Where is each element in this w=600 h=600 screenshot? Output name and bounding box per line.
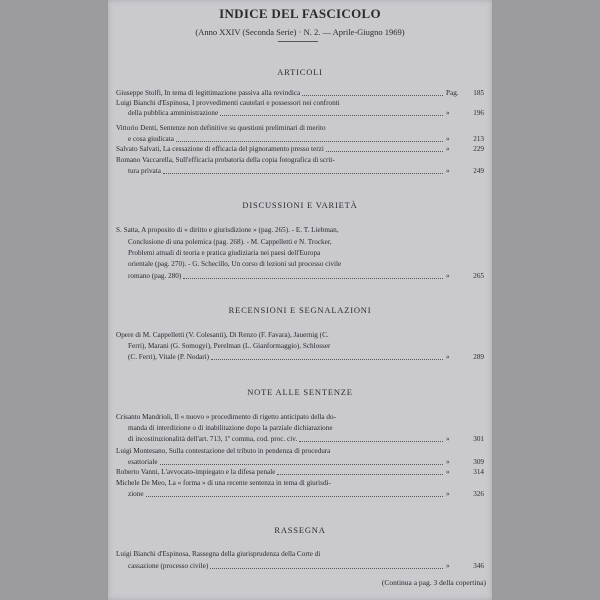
entry-text: tura privata bbox=[128, 167, 161, 175]
page-prefix: » bbox=[446, 145, 450, 153]
page-prefix: Pag. bbox=[446, 89, 459, 97]
toc-entry-line: Ferri), Marani (G. Somogyi), Perelman (L. Gianformaggio), Schlosser bbox=[128, 342, 331, 350]
page-prefix: » bbox=[446, 435, 450, 443]
toc-entry bbox=[128, 134, 484, 144]
page-number: 301 bbox=[473, 435, 484, 443]
page-number: 249 bbox=[473, 167, 484, 175]
dot-leader bbox=[302, 94, 443, 96]
page-prefix: » bbox=[446, 167, 450, 175]
page-prefix: » bbox=[446, 135, 450, 143]
dot-leader bbox=[211, 358, 443, 360]
dot-leader bbox=[163, 172, 443, 174]
section-heading-discussioni: DISCUSSIONI E VARIETÀ bbox=[242, 200, 358, 210]
dot-leader bbox=[210, 567, 443, 569]
dot-leader bbox=[176, 140, 443, 142]
entry-text: esattoriale bbox=[128, 458, 158, 466]
dot-leader bbox=[160, 463, 443, 465]
entry-text: Salvato Salvati, La cessazione di efficacia del pignoramento presso terzi bbox=[116, 145, 324, 153]
toc-entry-line: Luigi Bianchi d'Espinosa, I provvedimenti cautelari e possessori nei confronti bbox=[116, 99, 340, 107]
page-prefix: » bbox=[446, 109, 450, 117]
toc-entry-line: S. Satta, A proposito di « diritto e giurisdizione » (pag. 265). - E. T. Liebman, bbox=[116, 226, 339, 234]
page-prefix: » bbox=[446, 562, 450, 570]
toc-entry-line: Luigi Montesano, Sulla contestazione del tributo in pendenza di procedura bbox=[116, 447, 331, 455]
toc-entry bbox=[128, 561, 484, 571]
page-number: 346 bbox=[473, 562, 484, 570]
dot-leader bbox=[146, 495, 443, 497]
page-prefix: » bbox=[446, 468, 450, 476]
page-number: 314 bbox=[473, 468, 484, 476]
dot-leader bbox=[183, 277, 443, 279]
entry-text: della pubblica amministrazione bbox=[128, 109, 219, 117]
dot-leader bbox=[299, 440, 443, 442]
continuation-note: (Continua a pag. 3 della copertina) bbox=[381, 578, 486, 587]
dot-leader bbox=[326, 150, 443, 152]
page-number: 289 bbox=[473, 353, 484, 361]
entry-text: Giuseppe Stolfi, In tema di legittimazione passiva alla revindica bbox=[116, 89, 301, 97]
toc-entry bbox=[116, 144, 484, 154]
page-prefix: » bbox=[446, 458, 450, 466]
page-prefix: » bbox=[446, 353, 450, 361]
section-heading-recensioni: RECENSIONI E SEGNALAZIONI bbox=[228, 305, 372, 315]
section-heading-articoli: ARTICOLI bbox=[277, 67, 323, 77]
entry-text: zione bbox=[128, 490, 144, 498]
page-number: 326 bbox=[473, 490, 484, 498]
title-divider bbox=[278, 41, 318, 42]
index-page bbox=[108, 0, 492, 600]
toc-entry bbox=[128, 271, 484, 281]
section-heading-note: NOTE ALLE SENTENZE bbox=[247, 387, 353, 397]
toc-entry-line: Conclusione di una polemica (pag. 268). - M. Cappelletti e N. Trocker, bbox=[128, 238, 332, 246]
page-number: 309 bbox=[473, 458, 484, 466]
toc-entry-line: manda di interdizione o di inabilitazione dopo la parziale dichiarazione bbox=[128, 424, 333, 432]
toc-entry bbox=[116, 88, 484, 98]
page-title: INDICE DEL FASCICOLO bbox=[219, 6, 381, 21]
toc-entry-line: Opere di M. Cappelletti (V. Colesanti), Di Renzo (F. Favara), Jauernig (C. bbox=[116, 331, 329, 339]
entry-text: di incostituzionalità dell'art. 713, 1º comma, cod. proc. civ. bbox=[128, 435, 298, 443]
issue-subtitle: (Anno XXIV (Seconda Serie) · N. 2. — Aprile-Giugno 1969) bbox=[195, 27, 405, 37]
toc-entry bbox=[128, 489, 484, 499]
toc-entry-line: Michele De Meo, La « forma » di una recente sentenza in tema di giurisdi- bbox=[116, 479, 331, 487]
toc-entry bbox=[128, 434, 484, 444]
dot-leader bbox=[277, 473, 443, 475]
toc-entry-line: Problemi attuali di teoria e pratica giudiziaria nei paesi dell'Europa bbox=[128, 249, 321, 257]
page-number: 265 bbox=[473, 272, 484, 280]
toc-entry bbox=[128, 108, 484, 118]
dot-leader bbox=[220, 114, 443, 116]
page-number: 196 bbox=[473, 109, 484, 117]
entry-text: romano (pag. 280) bbox=[128, 272, 182, 280]
section-heading-rassegna: RASSEGNA bbox=[274, 525, 326, 535]
toc-entry bbox=[128, 166, 484, 176]
page-prefix: » bbox=[446, 490, 450, 498]
toc-entry-line: Luigi Bianchi d'Espinosa, Rassegna della giurisprudenza della Corte di bbox=[116, 550, 321, 558]
entry-text: cassazione (processo civile) bbox=[128, 562, 209, 570]
entry-text: Roberto Vanni, L'avvocato-impiegato e la difesa penale bbox=[116, 468, 276, 476]
entry-text: (C. Ferri), Vitale (P. Nodari) bbox=[128, 353, 210, 361]
page-number: 185 bbox=[473, 89, 484, 97]
page-prefix: » bbox=[446, 272, 450, 280]
page-number: 229 bbox=[473, 145, 484, 153]
page-number: 213 bbox=[473, 135, 484, 143]
toc-entry bbox=[116, 467, 484, 477]
toc-entry bbox=[128, 457, 484, 467]
toc-entry-line: Vittorio Denti, Sentenze non definitive su questioni preliminari di merito bbox=[116, 124, 326, 132]
entry-text: e cosa giudicata bbox=[128, 135, 174, 143]
toc-entry-line: orientale (pag. 270). - G. Schecillo, Un corso di lezioni sul processo civile bbox=[128, 260, 342, 268]
toc-entry-line: Crisanto Mandrioli, Il « nuovo » procedimento di rigetto anticipato della do- bbox=[116, 413, 336, 421]
toc-entry bbox=[128, 352, 484, 362]
toc-entry-line: Romano Vaccarella, Sull'efficacia probatoria della copia fotografica di scrit- bbox=[116, 156, 335, 164]
